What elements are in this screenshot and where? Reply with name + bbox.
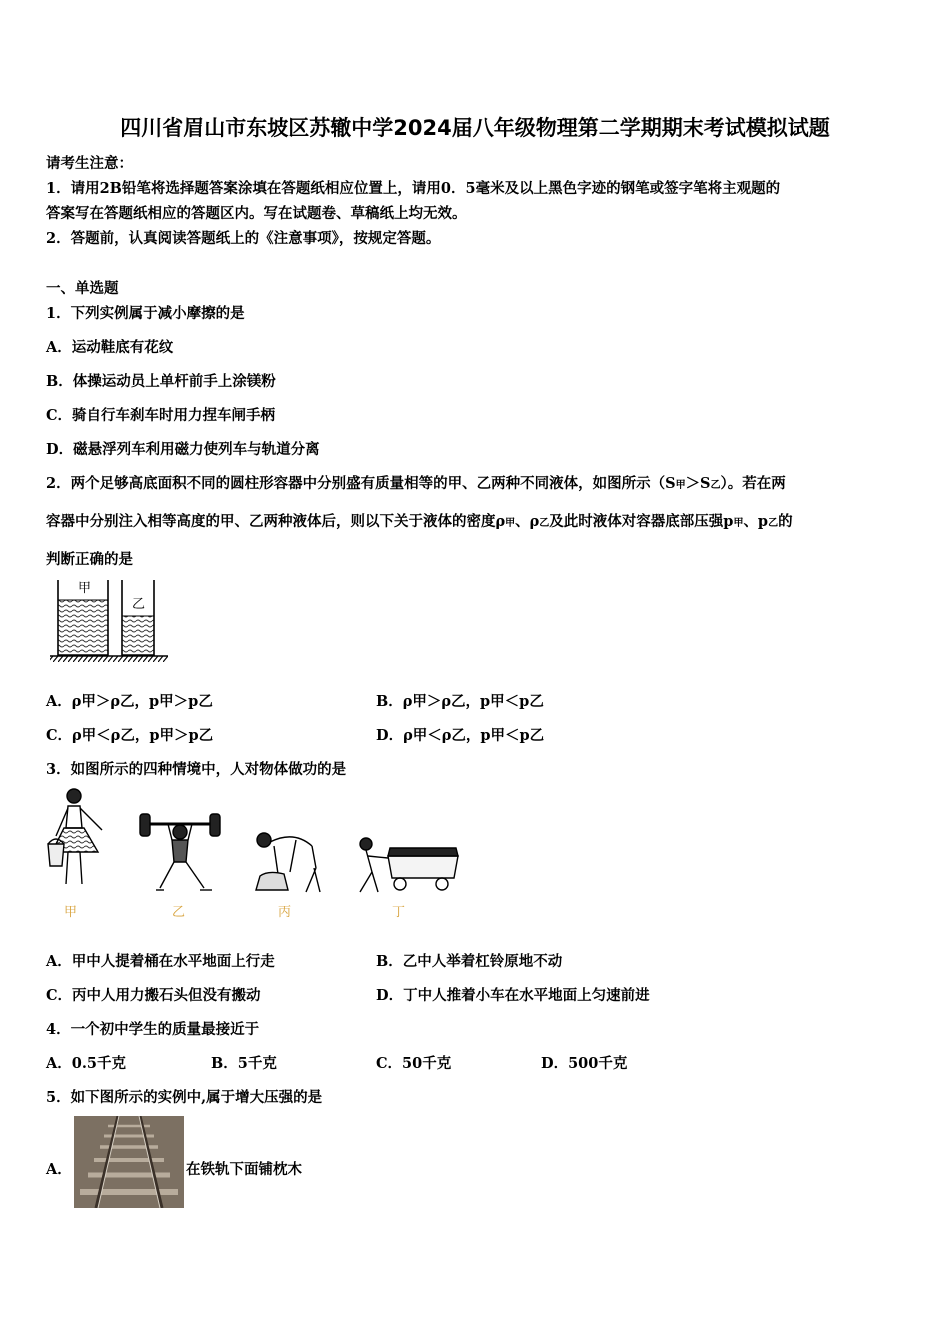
notice-line-2: 答案写在答题纸相应的答题区内。写在试题卷、草稿纸上均无效。 [46, 205, 467, 222]
scene-ding-pushing-cart [360, 838, 458, 920]
q3-option-a: A．甲中人提着桶在水平地面上行走 [46, 953, 275, 970]
container-jia-label: 甲 [78, 581, 92, 596]
q4-option-a: A．0.5千克 [46, 1055, 126, 1072]
container-jia [58, 580, 108, 655]
ground-hatch [50, 656, 168, 662]
q3-stem: 3．如图所示的四种情境中，人对物体做功的是 [46, 761, 347, 778]
exam-title: 四川省眉山市东坡区苏辙中学2024届八年级物理第二学期期末考试模拟试题 [120, 116, 830, 140]
q2-sub-2: 乙 [710, 480, 721, 491]
notice-line-1: 1．请用2B铅笔将选择题答案涂填在答题纸相应位置上，请用0．5毫米及以上黑色字迹的钢笔或签字笔将主观题的 [46, 180, 781, 197]
q2-option-a: A．ρ甲＞ρ乙，p甲＞p乙 [46, 693, 213, 710]
q5-option-a-label: A． [46, 1161, 72, 1178]
q3-option-c: C．丙中人用力搬石头但没有搬动 [46, 987, 261, 1004]
scene-jia-label: 甲 [64, 905, 78, 920]
q1-option-d: D．磁悬浮列车利用磁力使列车与轨道分离 [46, 441, 320, 458]
q2-sub-6: 乙 [768, 518, 779, 529]
container-yi [122, 580, 154, 655]
q2-stem-line-2 [46, 510, 793, 531]
q5-stem: 5．如下图所示的实例中,属于增大压强的是 [46, 1089, 323, 1106]
section-heading: 一、单选题 [46, 280, 119, 297]
q1-option-b: B．体操运动员上单杆前手上涂镁粉 [46, 373, 276, 390]
q2-option-b: B．ρ甲＞ρ乙，p甲＜p乙 [376, 693, 544, 710]
q3-option-b: B．乙中人举着杠铃原地不动 [376, 953, 563, 970]
q4-option-b: B．5千克 [211, 1055, 277, 1072]
q3-option-d: D．丁中人推着小车在水平地面上匀速前进 [376, 987, 650, 1004]
scene-bing-lifting-stone [256, 833, 320, 920]
scene-bing-label: 丙 [278, 905, 292, 920]
railway-sleepers-photo [74, 1116, 184, 1208]
scene-yi-weightlifter [140, 814, 220, 920]
notice-heading: 请考生注意： [46, 155, 133, 172]
notice-line-3: 2．答题前，认真阅读答题纸上的《注意事项》，按规定答题。 [46, 230, 441, 247]
q1-stem: 1．下列实例属于减小摩擦的是 [46, 305, 245, 322]
q5-option-a-text: 在铁轨下面铺枕木 [186, 1161, 302, 1178]
q2-stem-2c: 及此时液体对容器底部压强p [549, 513, 734, 530]
q2-containers-figure [48, 578, 172, 664]
q3-scenes-figure [44, 784, 464, 928]
scene-ding-label: 丁 [392, 905, 406, 920]
q2-stem-2d: 、p [743, 513, 769, 530]
q2-stem-line-3: 判断正确的是 [46, 551, 133, 568]
q2-sub-5: 甲 [733, 518, 744, 529]
q2-option-d: D．ρ甲＜ρ乙，p甲＜p乙 [376, 727, 545, 744]
q2-stem-line-1 [46, 472, 786, 493]
q4-stem: 4．一个初中学生的质量最接近于 [46, 1021, 260, 1038]
q2-stem-1c: ）。若在两 [720, 475, 786, 492]
q2-stem-2a: 容器中分别注入相等高度的甲、乙两种液体后，则以下关于液体的密度ρ [46, 513, 506, 530]
q2-sub-3: 甲 [505, 518, 516, 529]
q4-option-c: C．50千克 [376, 1055, 452, 1072]
q2-stem-1b: ＞S [685, 475, 711, 492]
q2-option-c: C．ρ甲＜ρ乙，p甲＞p乙 [46, 727, 214, 744]
q1-option-c: C．骑自行车刹车时用力捏车闸手柄 [46, 407, 276, 424]
q4-option-d: D．500千克 [541, 1055, 628, 1072]
scene-yi-label: 乙 [172, 905, 186, 920]
container-yi-label: 乙 [132, 597, 146, 612]
q2-sub-4: 乙 [539, 518, 550, 529]
q2-stem-2b: 、ρ [515, 513, 540, 530]
q2-stem-2e: 的 [778, 513, 793, 530]
q2-sub-1: 甲 [675, 480, 686, 491]
q2-stem-1a: 2．两个足够高底面积不同的圆柱形容器中分别盛有质量相等的甲、乙两种不同液体，如图所示（S [46, 475, 676, 492]
q1-option-a: A．运动鞋底有花纹 [46, 339, 174, 356]
scene-jia-person-bucket [48, 789, 102, 920]
